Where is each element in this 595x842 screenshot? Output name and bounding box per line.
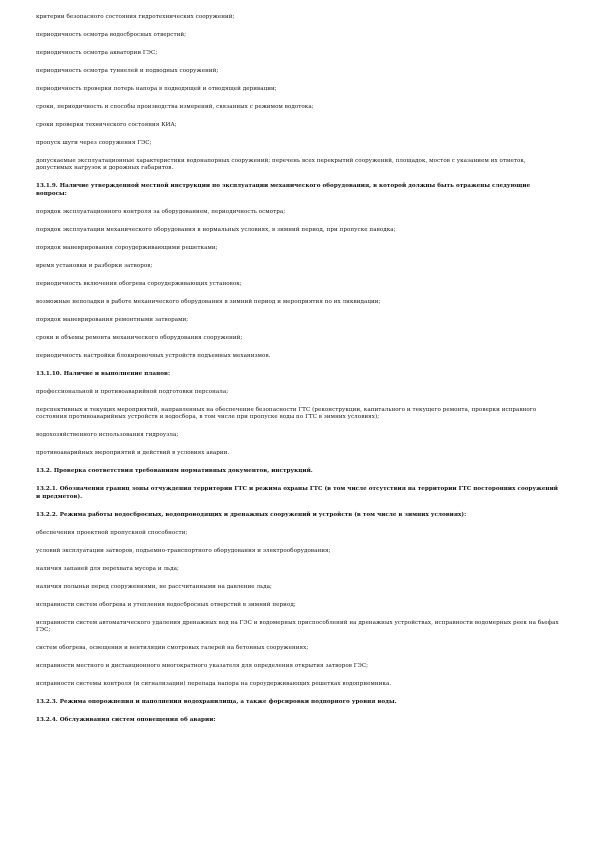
section-heading: 13.2.2. Режима работы водосбросных, водопроводящих и дренажных сооружений и устройств (в том числе в зимних условиях):: [36, 511, 467, 518]
paragraph: профессиональной и противоаварийной подготовки персонала;: [36, 388, 229, 395]
document-body: [36, 14, 563, 735]
paragraph: перспективных и текущих мероприятий, направленных на обеспечение безопасности ГТС (реконструкции, капитального и текущего ремонта, проверки исправного состояния противоаварийных устройств и водосбора, в том числе при пропуске воды по ГТС в зимних условиях);: [36, 406, 537, 421]
paragraph: противоаварийных мероприятий и действий в условиях аварии.: [36, 450, 230, 457]
paragraph: исправности систем автоматического удаления дренажных вод на ГЭС и водомерных приспособлений на дренажных устройствах, исправности водомерных реек на бьефах ГЭС;: [36, 619, 559, 634]
paragraph: порядок маневрирования ремонтными затворами;: [36, 316, 189, 323]
section-heading: 13.1.9. Наличие утвержденной местной инструкции по эксплуатации механического оборудования, в которой должны быть отражены следующие вопросы:: [36, 183, 531, 197]
paragraph: периодичность осмотра акватории ГЭС;: [36, 50, 158, 56]
section-heading: 13.2. Проверка соответствия требованиям нормативных документов, инструкций.: [36, 468, 313, 475]
paragraph: допускаемые эксплуатационные характеристики водонапорных сооружений; перечень всех перекрытий сооружений, площадок, мостов с указанием их отметок, допустимых нагрузок и дорожных габаритов.: [36, 158, 526, 172]
paragraph: сроки проверки технического состояния КИА;: [36, 122, 177, 128]
section-heading: 13.2.4. Обслуживания систем оповещения об аварии:: [36, 717, 216, 724]
paragraph: порядок маневрирования сороудерживающими решетками;: [36, 244, 218, 251]
paragraph: периодичность осмотра водосбросных отверстий;: [36, 32, 187, 38]
paragraph: обеспечения проектной пропускной способности;: [36, 529, 188, 536]
section-heading: 13.1.10. Наличие и выполнение планов:: [36, 370, 171, 377]
paragraph: исправности систем обогрева и утепления водосбросных отверстий в зимний период;: [36, 601, 296, 608]
paragraph: условий эксплуатации затворов, подъемно-транспортного оборудования и электрооборудования;: [36, 547, 331, 554]
paragraph: наличия полыньи перед сооружениями, не рассчитанными на давление льда;: [36, 583, 272, 590]
paragraph: время установки и разборки затворов;: [36, 262, 153, 269]
paragraph: систем обогрева, освещения и вентиляции смотровых галерей на бетонных сооружениях;: [36, 645, 309, 652]
paragraph: сроки и объемы ремонта механического оборудования сооружений;: [36, 334, 243, 341]
paragraph: исправности системы контроля (и сигнализации) перепада напора на сороудерживающих решетках водоприемника.: [36, 681, 392, 688]
paragraph: наличия запаней для перехвата мусора и льда;: [36, 565, 179, 572]
paragraph: критерии безопасного состояния гидротехнических сооружений;: [36, 14, 235, 20]
paragraph: периодичность осмотра туннелей и подводных сооружений;: [36, 68, 219, 74]
paragraph: периодичность проверки потерь напора в подводящей и отводящей деривации;: [36, 86, 277, 92]
paragraph: возможные неполадки в работе механического оборудования в зимний период и мероприятия по их ликвидации;: [36, 298, 381, 305]
section-heading: 13.2.1. Обозначения границ зоны отчуждения территории ГТС и режима охраны ГТС (в том числе отсутствия на территории ГТС посторонних сооружений и предметов).: [36, 486, 558, 500]
paragraph: пропуск шуги через сооружения ГЭС;: [36, 140, 152, 146]
paragraph: порядок эксплуатации механического оборудования в нормальных условиях, в зимний период, при пропуске паводка;: [36, 226, 396, 233]
paragraph: исправности местного и дистанционного многократного указателя для определения открытия затворов ГЭС;: [36, 663, 369, 670]
paragraph: порядок эксплуатационного контроля за оборудованием, периодичность осмотра;: [36, 208, 286, 215]
paragraph: периодичность настройки блокировочных устройств подъемных механизмов.: [36, 352, 271, 359]
paragraph: водохозяйственного использования гидроузла;: [36, 432, 179, 439]
paragraph: сроки, периодичность и способы производства измерений, связанных с режимом водотока;: [36, 104, 314, 110]
paragraph: периодичность включения обогрева сороудерживающих установок;: [36, 280, 242, 287]
section-heading: 13.2.3. Режима опорожнения и наполнения водохранилища, а также форсировки подпорного уровня воды.: [36, 699, 397, 706]
